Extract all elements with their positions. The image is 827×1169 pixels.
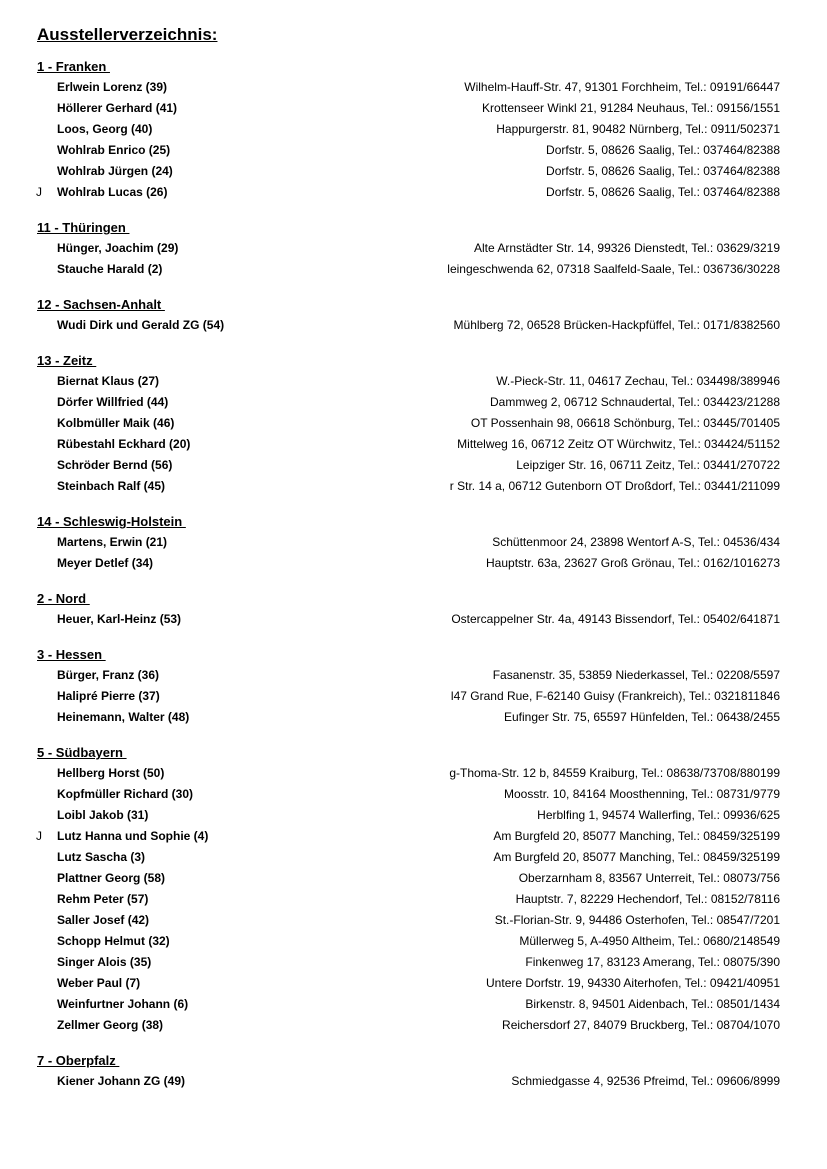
address-cell xyxy=(422,182,780,203)
exhibitor-address: Alte Arnstädter Str. 14, 99326 Dienstedt, Tel.: 03629/3219 xyxy=(474,241,780,255)
exhibitor-name: Halipré Pierre (37) xyxy=(57,689,160,703)
exhibitor-address: OT Possenhain 98, 06618 Schönburg, Tel.: 03445/701405 xyxy=(470,416,780,430)
exhibitor-name: Kiener Johann ZG (49) xyxy=(57,1074,186,1088)
region-section xyxy=(0,294,827,336)
exhibitor-name: Schopp Helmut (32) xyxy=(57,934,170,948)
address-cell xyxy=(422,315,780,336)
address-cell xyxy=(422,238,780,259)
exhibitor-name: Loos, Georg (40) xyxy=(57,122,153,136)
exhibitor-name: Dörfer Willfried (44) xyxy=(57,395,169,409)
address-cell xyxy=(422,994,780,1015)
exhibitor-row xyxy=(0,665,827,686)
exhibitor-row xyxy=(0,119,827,140)
exhibitor-name: Wohlrab Enrico (25) xyxy=(57,143,171,157)
exhibitor-name: Bürger, Franz (36) xyxy=(57,668,160,682)
exhibitor-address: Mittelweg 16, 06712 Zeitz OT Würchwitz, Tel.: 034424/51152 xyxy=(457,437,780,451)
address-cell xyxy=(422,98,780,119)
exhibitor-address: r Str. 14 a, 06712 Gutenborn OT Droßdorf, Tel.: 03441/211099 xyxy=(449,479,780,493)
region-section xyxy=(0,588,827,630)
exhibitor-name: Plattner Georg (58) xyxy=(57,871,166,885)
exhibitor-address: Hauptstr. 63a, 23627 Groß Grönau, Tel.: 0162/1016273 xyxy=(486,556,780,570)
exhibitor-row xyxy=(0,77,827,98)
exhibitor-row xyxy=(0,805,827,826)
exhibitor-name: Weinfurtner Johann (6) xyxy=(57,997,189,1011)
exhibitor-address: Dorfstr. 5, 08626 Saalig, Tel.: 037464/82388 xyxy=(546,143,780,157)
exhibitor-row xyxy=(0,931,827,952)
address-cell xyxy=(422,413,780,434)
exhibitor-address: W.-Pieck-Str. 11, 04617 Zechau, Tel.: 034498/389946 xyxy=(496,374,780,388)
address-cell xyxy=(422,434,780,455)
address-cell xyxy=(422,609,780,630)
exhibitor-row xyxy=(0,889,827,910)
exhibitor-row xyxy=(0,686,827,707)
address-cell xyxy=(422,847,780,868)
address-cell xyxy=(422,868,780,889)
junior-marker: J xyxy=(36,829,42,843)
exhibitor-name: Heinemann, Walter (48) xyxy=(57,710,190,724)
address-cell xyxy=(422,476,780,497)
exhibitor-row xyxy=(0,392,827,413)
address-cell xyxy=(422,371,780,392)
section-header: 5 - Südbayern xyxy=(37,745,127,760)
exhibitor-row xyxy=(0,1071,827,1092)
exhibitor-row xyxy=(0,826,827,847)
exhibitor-row xyxy=(0,763,827,784)
section-header: 7 - Oberpfalz xyxy=(37,1053,120,1068)
exhibitor-address: Dammweg 2, 06712 Schnaudertal, Tel.: 034423/21288 xyxy=(490,395,780,409)
address-cell xyxy=(422,665,780,686)
exhibitor-name: Weber Paul (7) xyxy=(57,976,141,990)
section-header: 3 - Hessen xyxy=(37,647,106,662)
region-section xyxy=(0,1050,827,1092)
exhibitor-address: Müllerweg 5, A-4950 Altheim, Tel.: 0680/2148549 xyxy=(519,934,780,948)
region-section xyxy=(0,56,827,203)
section-header: 13 - Zeitz xyxy=(37,353,97,368)
exhibitor-address: Herblfing 1, 94574 Wallerfing, Tel.: 09936/625 xyxy=(537,808,780,822)
exhibitor-row xyxy=(0,455,827,476)
region-section xyxy=(0,742,827,1036)
section-header: 11 - Thüringen xyxy=(37,220,130,235)
exhibitor-name: Erlwein Lorenz (39) xyxy=(57,80,168,94)
exhibitor-address: Schmiedgasse 4, 92536 Pfreimd, Tel.: 09606/8999 xyxy=(511,1074,780,1088)
address-cell xyxy=(422,784,780,805)
exhibitor-row xyxy=(0,1015,827,1036)
address-cell xyxy=(422,910,780,931)
exhibitor-address: Oberzarnham 8, 83567 Unterreit, Tel.: 08073/756 xyxy=(518,871,780,885)
exhibitor-address: Leipziger Str. 16, 06711 Zeitz, Tel.: 03441/270722 xyxy=(516,458,780,472)
region-section xyxy=(0,217,827,280)
exhibitor-name: Hellberg Horst (50) xyxy=(57,766,165,780)
exhibitor-address: leingeschwenda 62, 07318 Saalfeld-Saale, Tel.: 036736/30228 xyxy=(447,262,780,276)
exhibitor-address: Krottenseer Winkl 21, 91284 Neuhaus, Tel.: 09156/1551 xyxy=(482,101,780,115)
address-cell xyxy=(422,1071,780,1092)
exhibitor-row xyxy=(0,259,827,280)
exhibitor-address: Ostercappelner Str. 4a, 49143 Bissendorf, Tel.: 05402/641871 xyxy=(451,612,780,626)
exhibitor-name: Wohlrab Lucas (26) xyxy=(57,185,168,199)
address-cell xyxy=(422,686,780,707)
exhibitor-row xyxy=(0,98,827,119)
exhibitor-address: Wilhelm-Hauff-Str. 47, 91301 Forchheim, Tel.: 09191/66447 xyxy=(464,80,780,94)
exhibitor-row xyxy=(0,371,827,392)
address-cell xyxy=(422,1015,780,1036)
exhibitor-address: Happurgerstr. 81, 90482 Nürnberg, Tel.: 0911/502371 xyxy=(496,122,780,136)
region-section xyxy=(0,511,827,574)
exhibitor-name: Rehm Peter (57) xyxy=(57,892,149,906)
address-cell xyxy=(422,707,780,728)
exhibitor-address: Mühlberg 72, 06528 Brücken-Hackpfüffel, Tel.: 0171/8382560 xyxy=(453,318,780,332)
exhibitor-address: l47 Grand Rue, F-62140 Guisy (Frankreich), Tel.: 0321811846 xyxy=(450,689,780,703)
exhibitor-address: Schüttenmoor 24, 23898 Wentorf A-S, Tel.: 04536/434 xyxy=(492,535,780,549)
exhibitor-name: Loibl Jakob (31) xyxy=(57,808,149,822)
exhibitor-name: Stauche Harald (2) xyxy=(57,262,163,276)
address-cell xyxy=(422,259,780,280)
exhibitor-name: Zellmer Georg (38) xyxy=(57,1018,164,1032)
exhibitor-name: Lutz Hanna und Sophie (4) xyxy=(57,829,209,843)
exhibitor-row xyxy=(0,140,827,161)
exhibitor-address: Birkenstr. 8, 94501 Aidenbach, Tel.: 08501/1434 xyxy=(525,997,780,1011)
exhibitor-name: Saller Josef (42) xyxy=(57,913,150,927)
region-section xyxy=(0,644,827,728)
exhibitor-address: Reichersdorf 27, 84079 Bruckberg, Tel.: 08704/1070 xyxy=(502,1018,780,1032)
address-cell xyxy=(422,392,780,413)
address-cell xyxy=(422,455,780,476)
exhibitor-row xyxy=(0,973,827,994)
exhibitor-row xyxy=(0,868,827,889)
exhibitor-address: Untere Dorfstr. 19, 94330 Aiterhofen, Tel.: 09421/40951 xyxy=(486,976,780,990)
exhibitor-row xyxy=(0,609,827,630)
region-section xyxy=(0,350,827,497)
section-header: 12 - Sachsen-Anhalt xyxy=(37,297,165,312)
exhibitor-row xyxy=(0,315,827,336)
exhibitor-address: Am Burgfeld 20, 85077 Manching, Tel.: 08459/325199 xyxy=(493,850,780,864)
exhibitor-name: Rübestahl Eckhard (20) xyxy=(57,437,191,451)
address-cell xyxy=(422,889,780,910)
exhibitor-name: Meyer Detlef (34) xyxy=(57,556,154,570)
exhibitor-row xyxy=(0,476,827,497)
address-cell xyxy=(422,973,780,994)
exhibitor-name: Höllerer Gerhard (41) xyxy=(57,101,178,115)
exhibitor-row xyxy=(0,910,827,931)
exhibitor-name: Wohlrab Jürgen (24) xyxy=(57,164,173,178)
address-cell xyxy=(422,805,780,826)
junior-marker: J xyxy=(36,185,42,199)
section-header: 14 - Schleswig-Holstein xyxy=(37,514,186,529)
exhibitor-address: Hauptstr. 7, 82229 Hechendorf, Tel.: 08152/78116 xyxy=(515,892,780,906)
page-title: Ausstellerverzeichnis: xyxy=(37,25,218,44)
exhibitor-address: Fasanenstr. 35, 53859 Niederkassel, Tel.: 02208/5597 xyxy=(492,668,780,682)
exhibitor-name: Wudi Dirk und Gerald ZG (54) xyxy=(57,318,225,332)
exhibitor-row xyxy=(0,413,827,434)
exhibitor-name: Singer Alois (35) xyxy=(57,955,152,969)
exhibitor-row xyxy=(0,952,827,973)
section-header: 1 - Franken xyxy=(37,59,110,74)
exhibitor-row xyxy=(0,532,827,553)
exhibitor-address: Dorfstr. 5, 08626 Saalig, Tel.: 037464/82388 xyxy=(546,185,780,199)
address-cell xyxy=(422,931,780,952)
section-header: 2 - Nord xyxy=(37,591,90,606)
address-cell xyxy=(422,952,780,973)
exhibitor-name: Lutz Sascha (3) xyxy=(57,850,146,864)
exhibitor-row xyxy=(0,238,827,259)
exhibitor-row xyxy=(0,161,827,182)
address-cell xyxy=(422,826,780,847)
exhibitor-address: Am Burgfeld 20, 85077 Manching, Tel.: 08459/325199 xyxy=(493,829,780,843)
exhibitor-address: g-Thoma-Str. 12 b, 84559 Kraiburg, Tel.: 08638/73708/880199 xyxy=(449,766,780,780)
address-cell xyxy=(422,161,780,182)
address-cell xyxy=(422,77,780,98)
address-cell xyxy=(422,532,780,553)
exhibitor-row xyxy=(0,994,827,1015)
exhibitor-row xyxy=(0,553,827,574)
exhibitor-row xyxy=(0,707,827,728)
exhibitor-name: Martens, Erwin (21) xyxy=(57,535,168,549)
exhibitor-name: Heuer, Karl-Heinz (53) xyxy=(57,612,182,626)
exhibitor-address: St.-Florian-Str. 9, 94486 Osterhofen, Tel.: 08547/7201 xyxy=(494,913,780,927)
exhibitor-name: Steinbach Ralf (45) xyxy=(57,479,166,493)
exhibitor-name: Kopfmüller Richard (30) xyxy=(57,787,194,801)
exhibitor-address: Moosstr. 10, 84164 Moosthenning, Tel.: 08731/9779 xyxy=(504,787,780,801)
exhibitor-address: Dorfstr. 5, 08626 Saalig, Tel.: 037464/82388 xyxy=(546,164,780,178)
address-cell xyxy=(422,553,780,574)
exhibitor-row xyxy=(0,434,827,455)
address-cell xyxy=(422,140,780,161)
address-cell xyxy=(422,763,780,784)
exhibitor-address: Finkenweg 17, 83123 Amerang, Tel.: 08075/390 xyxy=(525,955,780,969)
exhibitor-row xyxy=(0,182,827,203)
address-cell xyxy=(422,119,780,140)
exhibitor-row xyxy=(0,847,827,868)
exhibitor-name: Hünger, Joachim (29) xyxy=(57,241,179,255)
exhibitor-directory xyxy=(0,56,827,1106)
exhibitor-name: Biernat Klaus (27) xyxy=(57,374,160,388)
exhibitor-row xyxy=(0,784,827,805)
exhibitor-address: Eufinger Str. 75, 65597 Hünfelden, Tel.: 06438/2455 xyxy=(504,710,780,724)
exhibitor-name: Schröder Bernd (56) xyxy=(57,458,173,472)
exhibitor-name: Kolbmüller Maik (46) xyxy=(57,416,175,430)
